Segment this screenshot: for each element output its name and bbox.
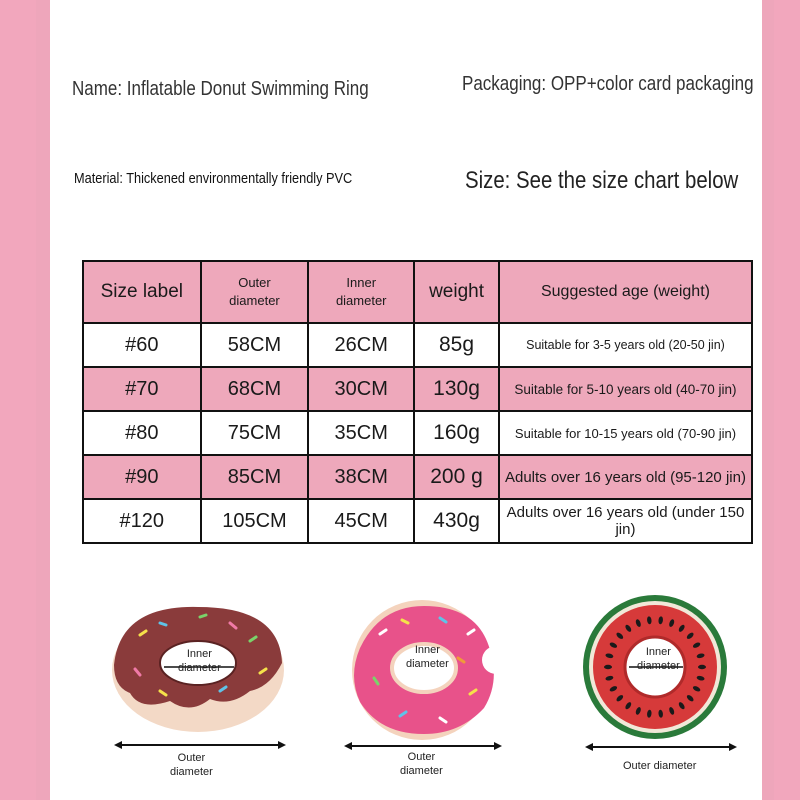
outer-diameter-label: Outer diameter	[400, 751, 443, 777]
inner-diameter-label: Inner diameter	[637, 646, 680, 672]
cell-outer: 105CM	[201, 499, 309, 543]
cell-outer: 85CM	[201, 455, 309, 499]
header-inner-diameter: Inner diameter	[308, 261, 414, 323]
cell-size-label: #90	[83, 455, 201, 499]
cell-weight: 160g	[414, 411, 499, 455]
cell-age: Suitable for 10-15 years old (70-90 jin)	[499, 411, 752, 455]
header-size-label: Size label	[83, 261, 201, 323]
cell-age: Adults over 16 years old (95-120 jin)	[499, 455, 752, 499]
cell-outer: 75CM	[201, 411, 309, 455]
cell-size-label: #80	[83, 411, 201, 455]
cell-age: Suitable for 5-10 years old (40-70 jin)	[499, 367, 752, 411]
material-info: Material: Thickened environmentally friendly PVC	[74, 170, 353, 187]
table-row	[83, 367, 752, 411]
chocolate-donut-image	[100, 595, 300, 755]
table-row	[83, 455, 752, 499]
size-note: Size: See the size chart below	[465, 167, 739, 194]
table-row	[83, 323, 752, 367]
cell-outer: 58CM	[201, 323, 309, 367]
cell-inner: 30CM	[308, 367, 414, 411]
outer-diameter-label: Outer diameter	[623, 760, 697, 772]
chocolate-donut-ring	[100, 595, 300, 790]
cell-weight: 130g	[414, 367, 499, 411]
pink-donut-ring	[340, 598, 520, 790]
cell-inner: 45CM	[308, 499, 414, 543]
cell-inner: 38CM	[308, 455, 414, 499]
size-chart-table	[82, 260, 753, 544]
table-row	[83, 411, 752, 455]
watermelon-image	[575, 595, 750, 760]
header-suggested-age: Suggested age (weight)	[499, 261, 752, 323]
watermelon-seed	[698, 665, 706, 669]
cell-age: Adults over 16 years old (under 150 jin)	[499, 499, 752, 543]
cell-inner: 26CM	[308, 323, 414, 367]
cell-weight: 200 g	[414, 455, 499, 499]
packaging-info: Packaging: OPP+color card packaging	[462, 73, 754, 95]
cell-weight: 85g	[414, 323, 499, 367]
product-name: Name: Inflatable Donut Swimming Ring	[72, 78, 369, 100]
header-outer-diameter: Outer diameter	[201, 261, 309, 323]
right-pink-border	[762, 0, 774, 800]
header-weight: weight	[414, 261, 499, 323]
table-row	[83, 499, 752, 543]
table-header-row	[83, 261, 752, 323]
cell-inner: 35CM	[308, 411, 414, 455]
inner-diameter-label: Inner diameter	[178, 648, 221, 674]
watermelon-seed	[604, 665, 612, 669]
cell-size-label: #60	[83, 323, 201, 367]
pink-donut-image	[340, 598, 520, 758]
cell-size-label: #120	[83, 499, 201, 543]
outer-diameter-label: Outer diameter	[170, 752, 213, 778]
cell-size-label: #70	[83, 367, 201, 411]
inner-diameter-label: Inner diameter	[406, 644, 449, 670]
left-pink-border	[36, 0, 50, 800]
cell-age: Suitable for 3-5 years old (20-50 jin)	[499, 323, 752, 367]
cell-outer: 68CM	[201, 367, 309, 411]
cell-weight: 430g	[414, 499, 499, 543]
watermelon-ring	[575, 595, 750, 780]
